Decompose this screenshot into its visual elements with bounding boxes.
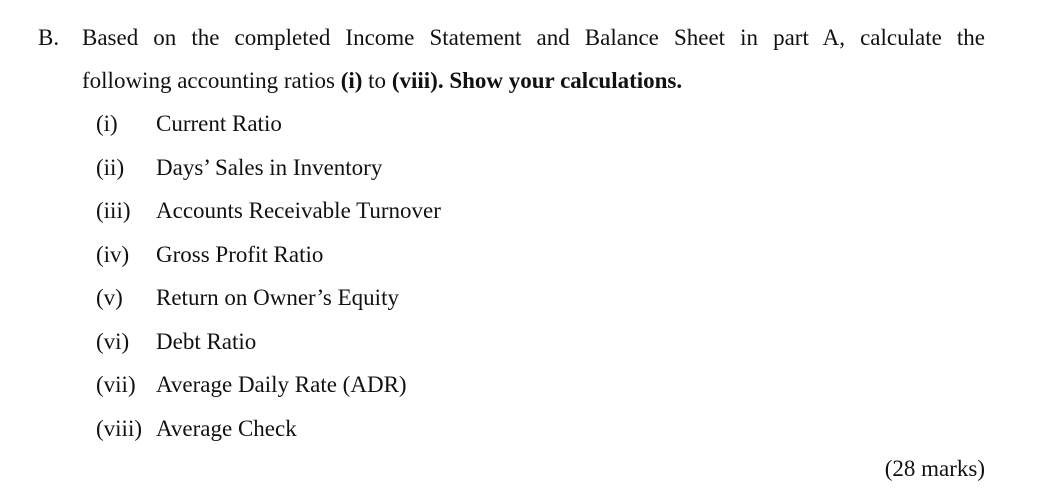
item-number: (i) (96, 111, 118, 136)
question-text-line1: Based on the completed Income Statement and Balance Sheet in part A, calculate the (82, 25, 985, 50)
item-text: Gross Profit Ratio (156, 241, 324, 267)
marks-label: (28 marks) (884, 456, 985, 481)
range-to: to (362, 68, 392, 93)
item-number: (v) (96, 285, 123, 310)
item-number: (viii) (96, 415, 142, 441)
item-text: Return on Owner’s Equity (156, 285, 399, 310)
item-number: (iii) (96, 198, 131, 223)
item-number: (vi) (96, 328, 130, 354)
item-number: (vii) (96, 372, 136, 397)
item-number: (iv) (96, 241, 130, 267)
item-text: Current Ratio (156, 111, 282, 136)
sentence-period: . (437, 68, 450, 93)
question-text-line2 (82, 69, 682, 92)
item-text: Average Daily Rate (ADR) (156, 372, 407, 397)
item-text: Days’ Sales in Inventory (156, 154, 383, 180)
question-text-prefix: following accounting ratios (82, 68, 341, 93)
item-text: Accounts Receivable Turnover (156, 198, 441, 223)
item-text: Average Check (156, 415, 297, 441)
question-label: B. (38, 25, 60, 50)
item-text: Debt Ratio (156, 328, 257, 354)
range-start: (i) (340, 68, 363, 93)
instruction-text: Show your calculations. (449, 68, 683, 93)
item-number: (ii) (96, 154, 125, 180)
range-end: (viii) (391, 68, 438, 93)
